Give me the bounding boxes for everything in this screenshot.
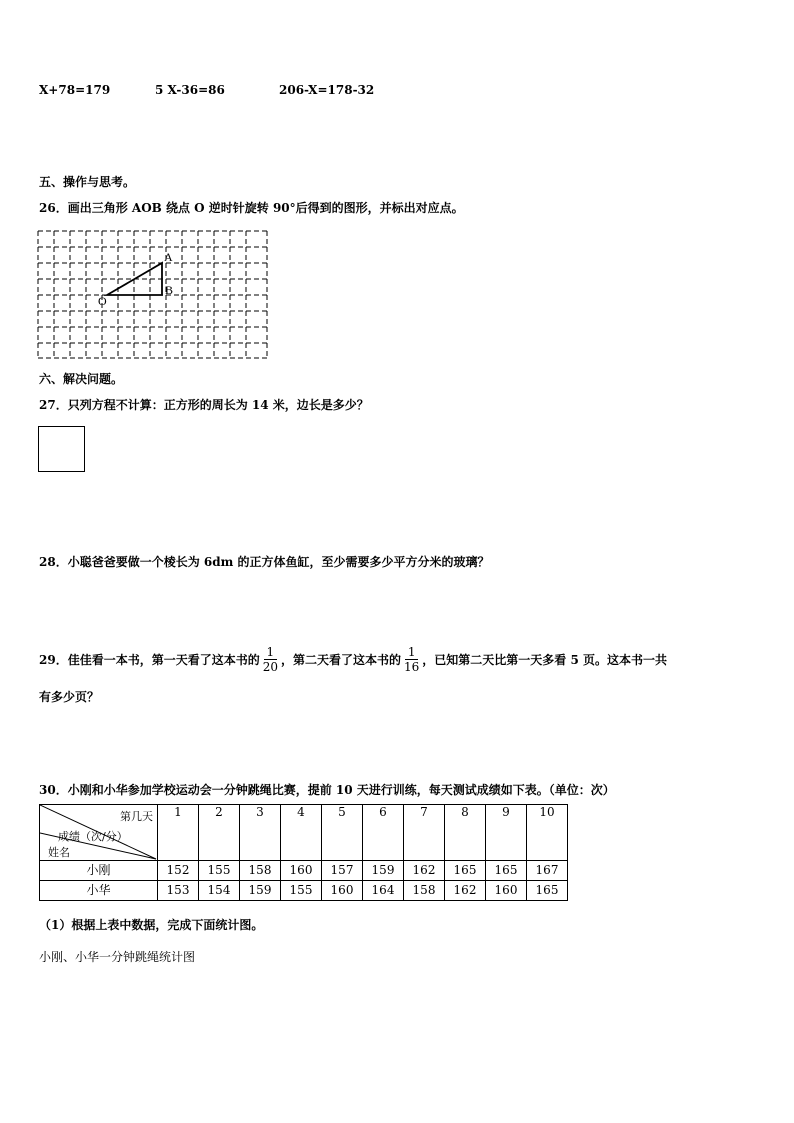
question-30: 30．小刚和小华参加学校运动会一分钟跳绳比赛，提前 10 天进行训练，每天测试成绩如下表。（单位：次） [39,783,615,797]
day-header: 6 [363,805,404,861]
score-cell: 159 [240,881,281,901]
score-cell: 165 [445,861,486,881]
day-header: 1 [158,805,199,861]
score-cell: 157 [322,861,363,881]
score-cell: 158 [240,861,281,881]
score-cell: 160 [322,881,363,901]
jump-rope-score-table [39,804,568,901]
score-cell: 153 [158,881,199,901]
q29-part2: ，第二天看了这本书的 [280,653,401,667]
day-header: 4 [281,805,322,861]
header-name-label: 姓名 [48,846,70,859]
header-day-label: 第几天 [120,810,153,823]
point-o-label: O [98,294,107,308]
question-28: 28．小聪爸爸要做一个棱长为 6dm 的正方体鱼缸，至少需要多少平方分米的玻璃？ [39,555,490,569]
day-header: 10 [527,805,568,861]
score-cell: 158 [404,881,445,901]
score-cell: 165 [527,881,568,901]
q29-part1: 29．佳佳看一本书，第一天看了这本书的 [39,653,260,667]
frac2-denominator: 16 [404,660,420,674]
score-cell: 167 [527,861,568,881]
day-header: 2 [199,805,240,861]
question-26: 26．画出三角形 AOB 绕点 O 逆时针旋转 90°后得到的图形，并标出对应点。 [39,201,464,215]
fraction-one-twentieth [263,645,278,674]
square-figure [38,426,85,472]
table-header-diagonal [40,805,158,861]
day-header: 8 [445,805,486,861]
point-b-label: B [165,283,174,297]
equation-2: 5 X-36=86 [155,83,225,97]
frac1-denominator: 20 [262,660,278,674]
chart-title: 小刚、小华一分钟跳绳统计图 [39,950,196,964]
day-header: 7 [404,805,445,861]
score-cell: 162 [445,881,486,901]
score-cell: 164 [363,881,404,901]
day-header: 3 [240,805,281,861]
question-27: 27．只列方程不计算：正方形的周长为 14 米，边长是多少？ [39,398,369,412]
score-cell: 154 [199,881,240,901]
equation-3: 206-X=178-32 [279,83,375,97]
section-five-title: 五、操作与思考。 [39,175,136,189]
point-a-label: A [164,250,173,264]
question-30-sub1: （1）根据上表中数据，完成下面统计图。 [39,918,264,932]
score-cell: 155 [199,861,240,881]
score-cell: 159 [363,861,404,881]
day-header: 9 [486,805,527,861]
score-cell: 162 [404,861,445,881]
table-row-xiaohua [40,881,568,901]
score-cell: 152 [158,861,199,881]
rotation-grid [36,229,270,361]
q29-part3: ，已知第二天比第一天多看 5 页。这本书一共 [422,653,667,667]
equation-1: X+78=179 [39,83,111,97]
day-header: 5 [322,805,363,861]
header-score-label: 成绩（次/分） [58,830,128,843]
question-29-line2: 有多少页？ [39,690,100,704]
row-name: 小刚 [40,861,158,881]
score-cell: 160 [281,861,322,881]
frac1-numerator: 1 [264,645,278,660]
fraction-one-sixteenth [404,645,419,674]
score-cell: 165 [486,861,527,881]
score-cell: 160 [486,881,527,901]
row-name: 小华 [40,881,158,901]
frac2-numerator: 1 [405,645,419,660]
table-row-xiaogang [40,861,568,881]
score-cell: 155 [281,881,322,901]
question-29-line1 [39,645,667,674]
section-six-title: 六、解决问题。 [39,372,124,386]
